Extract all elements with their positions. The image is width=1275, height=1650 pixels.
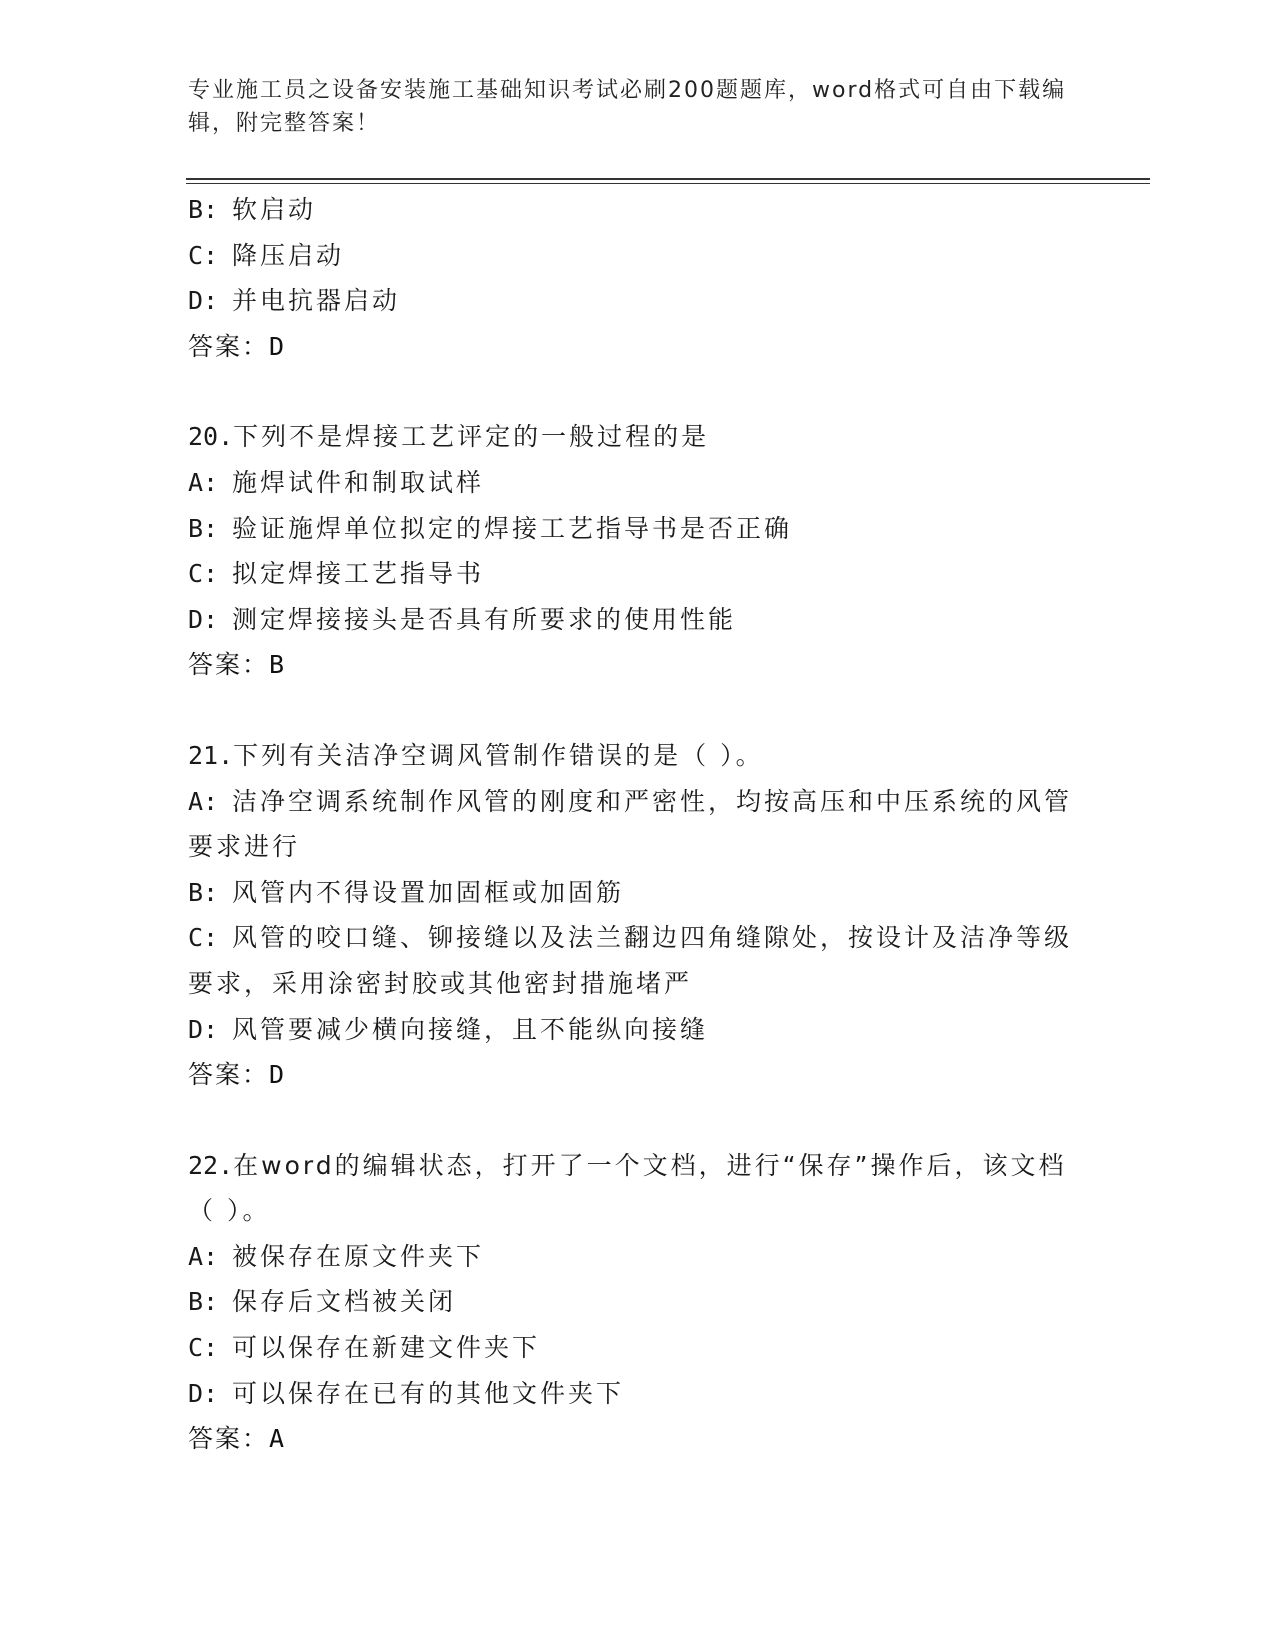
option-key: A:: [188, 467, 219, 497]
question-spacer: [188, 369, 1088, 414]
option-key: D:: [188, 286, 219, 316]
option-row: [188, 460, 1088, 506]
option-row: [188, 1234, 1088, 1280]
question-fragment: [188, 187, 1088, 369]
option-row: [188, 1007, 1088, 1053]
option-row: [188, 870, 1088, 916]
document-header: [188, 74, 1088, 140]
option-text: 拟定焊接工艺指导书: [232, 559, 485, 589]
answer-label: 答案：: [188, 1060, 270, 1090]
question-block-20: [188, 414, 1088, 688]
question-block-22: [188, 1143, 1088, 1462]
option-key: C:: [188, 240, 219, 270]
option-text: 洁净空调系统制作风管的刚度和严密性，均按高压和中压系统的风管要求进行: [188, 786, 1073, 862]
option-row: [188, 597, 1088, 643]
answer-line: [188, 324, 1088, 370]
option-text: 测定焊接接头是否具有所要求的使用性能: [232, 604, 737, 634]
option-key: C:: [188, 923, 219, 953]
answer-value: B: [269, 650, 287, 680]
answer-value: D: [269, 331, 287, 361]
answer-line: [188, 1416, 1088, 1462]
answer-label: 答案：: [188, 1424, 270, 1454]
option-text: 降压启动: [232, 240, 345, 270]
option-text: 施焊试件和制取试样: [232, 467, 485, 497]
question-text: 在word的编辑状态，打开了一个文档，进行“保存”操作后，该文档（ ）。: [188, 1150, 1067, 1226]
question-number: 21.: [188, 740, 234, 770]
answer-line: [188, 1052, 1088, 1098]
option-key: D:: [188, 1014, 219, 1044]
option-text: 风管要减少横向接缝，且不能纵向接缝: [232, 1014, 709, 1044]
option-row: [188, 278, 1088, 324]
option-row: [188, 1371, 1088, 1417]
header-divider-thin: [186, 183, 1150, 184]
question-spacer: [188, 1098, 1088, 1143]
question-text: 下列有关洁净空调风管制作错误的是（ ）。: [233, 740, 764, 770]
option-key: B:: [188, 877, 219, 907]
option-text: 验证施焊单位拟定的焊接工艺指导书是否正确: [232, 513, 793, 543]
answer-label: 答案：: [188, 331, 270, 361]
option-key: A:: [188, 1241, 219, 1271]
question-stem: [188, 1143, 1088, 1234]
option-key: B:: [188, 195, 219, 224]
option-row: [188, 551, 1088, 597]
answer-value: D: [269, 1060, 287, 1090]
option-row: [188, 506, 1088, 552]
option-row: [188, 1279, 1088, 1325]
option-key: D:: [188, 1378, 219, 1408]
question-block-21: [188, 733, 1088, 1098]
option-key: A:: [188, 786, 219, 816]
option-key: C:: [188, 1333, 219, 1363]
option-text: 风管内不得设置加固框或加固筋: [232, 877, 625, 907]
option-row: [188, 233, 1088, 279]
question-stem: [188, 414, 1088, 460]
option-row: [188, 187, 1088, 233]
option-text: 被保存在原文件夹下: [232, 1241, 485, 1271]
answer-label: 答案：: [188, 650, 270, 680]
answer-line: [188, 642, 1088, 688]
question-text: 下列不是焊接工艺评定的一般过程的是: [233, 422, 710, 452]
option-key: B:: [188, 1287, 219, 1317]
option-text: 保存后文档被关闭: [232, 1287, 457, 1317]
option-text: 可以保存在已有的其他文件夹下: [232, 1378, 625, 1408]
option-key: B:: [188, 513, 219, 543]
document-body: [188, 187, 1088, 1462]
option-text: 可以保存在新建文件夹下: [232, 1333, 541, 1363]
option-text: 风管的咬口缝、铆接缝以及法兰翻边四角缝隙处，按设计及洁净等级要求，采用涂密封胶或其他密封措施堵严: [188, 923, 1073, 998]
header-divider-thick: [186, 178, 1150, 180]
option-row: [188, 1325, 1088, 1371]
header-title: 专业施工员之设备安装施工基础知识考试必刷200题题库，word格式可自由下载编辑，附完整答案！: [188, 78, 1067, 136]
option-text: 软启动: [232, 195, 317, 224]
option-key: C:: [188, 559, 219, 589]
question-spacer: [188, 688, 1088, 733]
question-stem: [188, 733, 1088, 779]
answer-value: A: [269, 1424, 287, 1454]
option-text: 并电抗器启动: [232, 286, 401, 316]
question-number: 22.: [188, 1150, 234, 1180]
option-row: [188, 779, 1088, 870]
option-row: [188, 915, 1088, 1006]
option-key: D:: [188, 604, 219, 634]
question-number: 20.: [188, 422, 234, 452]
